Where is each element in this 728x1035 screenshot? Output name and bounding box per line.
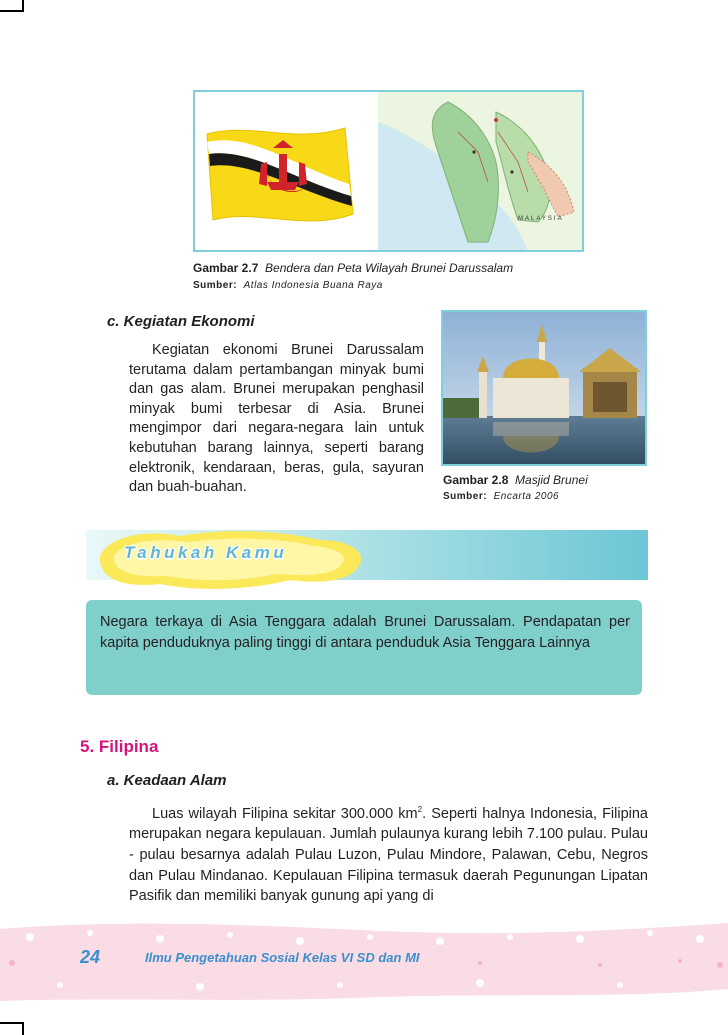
tahukah-kamu-title: Tahukah Kamu: [124, 543, 288, 562]
section-c-heading: c. Kegiatan Ekonomi: [107, 313, 255, 330]
figure-2-7-title: Bendera dan Peta Wilayah Brunei Darussalam: [265, 261, 514, 275]
figure-2-7-caption: [193, 261, 513, 275]
figure-2-7-source: [193, 280, 383, 291]
section-c-paragraph: Kegiatan ekonomi Brunei Darussalam terutama dalam pertambangan minyak bumi dan gas alam. Brunei merupakan penghasil minyak bumi terbesar di Asia. Brunei mengimpor dari negara-negara lain untuk kebutuhan barang lainnya, seperti barang elektronik, kendaraan, beras, gula, sayuran dan buah-buahan.: [129, 342, 424, 496]
source-text: Atlas Indonesia Buana Raya: [243, 280, 383, 291]
source-label: Sumber:: [193, 280, 238, 291]
figure-mosque-photo: [441, 310, 647, 466]
section-5a-paragraph: [129, 800, 648, 907]
section-5-heading: 5. Filipina: [80, 737, 159, 756]
book-title: Ilmu Pengetahuan Sosial Kelas VI SD dan MI: [145, 950, 420, 965]
map-label-malaysia: MALAYSIA: [518, 216, 564, 222]
section-5a-text-end: . Seperti halnya Indonesia, Filipina merupakan negara kepulauan. Jumlah pulaunya kurang lebih 7.100 pulau. Pulau - pulau besarnya adalah Pulau Luzon, Pulau Mindore, Palawan, Cebu, Negros dan Pulau Mindanao. Kepulauan Filipina termasuk daerah Pegunungan Lipatan Pasifik dan memiliki banyak gunung api yang di: [129, 805, 648, 905]
page-number: 24: [80, 947, 101, 967]
figure-2-8-source: [443, 491, 559, 502]
figure-brunei-flag-map: [193, 90, 584, 252]
figure-2-7-label: Gambar 2.7: [193, 261, 259, 275]
source-text: Encarta 2006: [493, 491, 560, 502]
figure-2-8-label: Gambar 2.8: [443, 473, 509, 487]
brunei-map-image: [378, 92, 584, 252]
section-5a-text-start: Luas wilayah Filipina sekitar 300.000 km: [152, 805, 418, 822]
source-label: Sumber:: [443, 491, 488, 502]
crop-mark-bottom: [0, 1022, 24, 1035]
figure-2-8-caption: [443, 473, 588, 487]
figure-2-8-title: Masjid Brunei: [515, 473, 588, 487]
brunei-flag-image: [195, 92, 380, 252]
section-5a-superscript: 2: [417, 805, 423, 814]
tahukah-kamu-text: Negara terkaya di Asia Tenggara adalah Brunei Darussalam. Pendapatan per kapita penduduknya paling tinggi di antara penduduk Asia Tenggara Lainnya: [100, 614, 630, 651]
section-5a-heading: a. Keadaan Alam: [107, 772, 227, 789]
crop-mark-top: [0, 0, 24, 12]
